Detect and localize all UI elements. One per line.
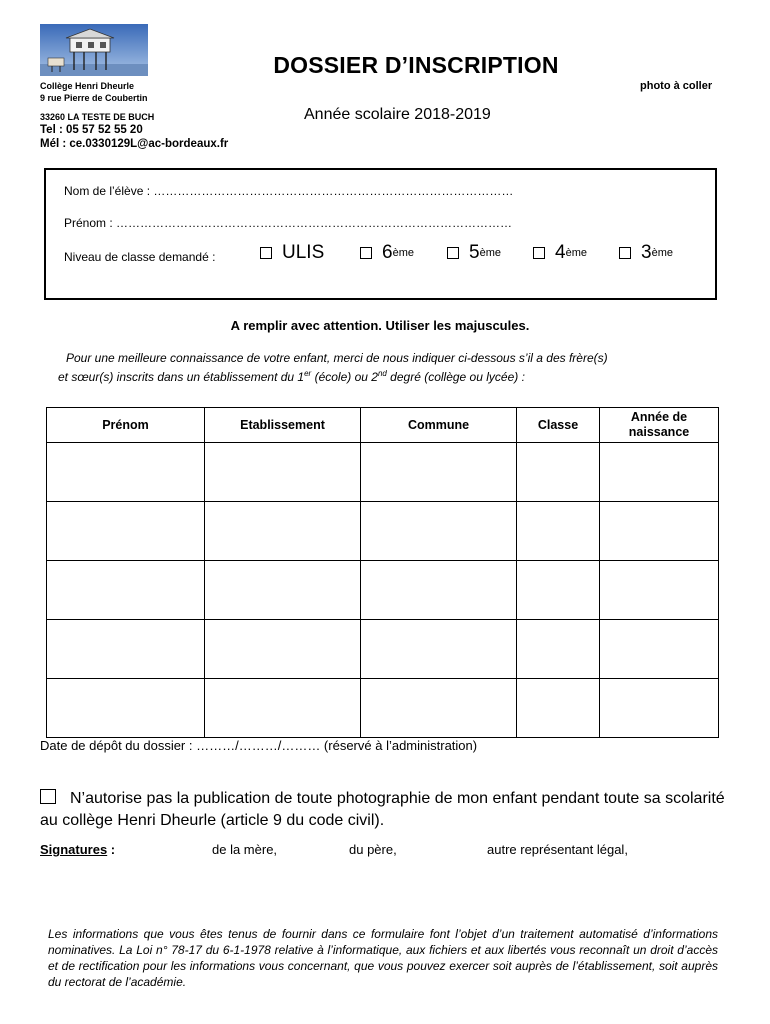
authorisation-text: N’autorise pas la publication de toute photographie de mon enfant pendant toute sa scolarité au collège Henri Dheurle (article 9 du code civil).: [40, 790, 725, 829]
option-4eme[interactable]: [533, 242, 587, 264]
photo-authorisation: [40, 788, 730, 832]
school-mail: Mél : ce.0330129L@ac-bordeaux.fr: [40, 138, 229, 150]
student-firstname-field[interactable]: Prénom : ………………………………………………………………………………………: [64, 216, 513, 230]
table-cell[interactable]: [600, 620, 719, 679]
table-header-row: [47, 408, 719, 443]
checkbox-icon[interactable]: [260, 247, 272, 259]
table-cell[interactable]: [517, 502, 600, 561]
option-ulis[interactable]: [260, 242, 324, 264]
option-label: 5: [469, 242, 480, 263]
student-name-field[interactable]: Nom de l’élève : ………………………………………………………………………………: [64, 184, 514, 198]
table-cell[interactable]: [205, 443, 361, 502]
table-cell[interactable]: [600, 679, 719, 738]
table-row: [47, 443, 719, 502]
option-label: ULIS: [282, 242, 325, 263]
checkbox-icon[interactable]: [533, 247, 545, 259]
option-sup: ème: [565, 247, 587, 259]
table-cell[interactable]: [600, 502, 719, 561]
school-tel: Tel : 05 57 52 55 20: [40, 124, 143, 136]
option-3eme[interactable]: [619, 242, 673, 264]
table-cell[interactable]: [47, 502, 205, 561]
signatures-label: [40, 842, 115, 857]
table-cell[interactable]: [361, 679, 517, 738]
table-cell[interactable]: [361, 443, 517, 502]
table-row: [47, 620, 719, 679]
intro-line-1: Pour une meilleure connaissance de votre enfant, merci de nous indiquer ci-dessous s’il a des frère(s): [66, 351, 608, 365]
page-title: DOSSIER D’INSCRIPTION: [273, 52, 559, 78]
photo-placeholder: photo à coller: [640, 80, 713, 92]
table-cell[interactable]: [517, 443, 600, 502]
table-cell[interactable]: [47, 679, 205, 738]
option-label: 3: [641, 242, 652, 263]
header-annee: Année de naissance: [600, 408, 719, 443]
intro-line-2: [58, 366, 718, 385]
signatures-colon: :: [107, 842, 116, 857]
intro-text: degré (collège ou lycée) :: [386, 370, 525, 384]
intro-text: et sœur(s) inscrits dans un établissement du 1: [58, 370, 305, 384]
table-cell[interactable]: [205, 679, 361, 738]
table-cell[interactable]: [47, 620, 205, 679]
siblings-table: [46, 407, 719, 738]
school-year: Année scolaire 2018-2019: [304, 106, 491, 123]
option-6eme[interactable]: [360, 242, 414, 264]
header-classe: Classe: [517, 408, 600, 443]
option-label: 6: [382, 242, 393, 263]
signature-other: autre représentant légal,: [487, 842, 628, 857]
school-name: Collège Henri Dheurle: [40, 81, 135, 91]
table-cell[interactable]: [361, 502, 517, 561]
signature-mother: de la mère,: [212, 842, 278, 857]
intro-text: (école) ou 2: [311, 370, 378, 384]
checkbox-icon[interactable]: [619, 247, 631, 259]
intro-sup: er: [304, 369, 312, 378]
table-cell[interactable]: [600, 561, 719, 620]
table-cell[interactable]: [205, 620, 361, 679]
attention-note: A remplir avec attention. Utiliser les majuscules.: [230, 318, 530, 333]
class-level-label: Niveau de classe demandé :: [64, 250, 216, 264]
table-cell[interactable]: [47, 443, 205, 502]
table-cell[interactable]: [205, 502, 361, 561]
table-cell[interactable]: [517, 620, 600, 679]
table-row: [47, 561, 719, 620]
table-cell[interactable]: [205, 561, 361, 620]
table-cell[interactable]: [517, 561, 600, 620]
privacy-notice: Les informations que vous êtes tenus de fournir dans ce formulaire font l’objet d’un traitement automatisé d’informations nominatives. La Loi n° 78-17 du 6-1-1978 relative à l’informatique, aux fichiers et aux libertés vous reconnaît un droit d’accès et de rectification pour les informations vous concernant, que vous pouvez exercer soit auprès de l’établissement, soit auprès du rectorat de l’académie.: [48, 927, 718, 989]
table-row: [47, 502, 719, 561]
deposit-date: Date de dépôt du dossier : ………/………/……… (réservé à l’administration): [40, 738, 478, 753]
checkbox-icon[interactable]: [40, 789, 56, 804]
table-cell[interactable]: [600, 443, 719, 502]
school-city: 33260 LA TESTE DE BUCH: [40, 112, 155, 122]
intro-sup: nd: [377, 369, 387, 378]
option-sup: ème: [651, 247, 673, 259]
siblings-intro: [58, 350, 718, 385]
header-prenom: Prénom: [47, 408, 205, 443]
header-etablissement: Etablissement: [205, 408, 361, 443]
table-cell[interactable]: [517, 679, 600, 738]
option-sup: ème: [392, 247, 414, 259]
table-cell[interactable]: [47, 561, 205, 620]
table-cell[interactable]: [361, 620, 517, 679]
checkbox-icon[interactable]: [360, 247, 372, 259]
option-sup: ème: [479, 247, 501, 259]
option-label: 4: [555, 242, 566, 263]
checkbox-icon[interactable]: [447, 247, 459, 259]
table-cell[interactable]: [361, 561, 517, 620]
table-row: [47, 679, 719, 738]
option-5eme[interactable]: [447, 242, 501, 264]
signatures-title: Signatures: [40, 842, 108, 857]
school-street: 9 rue Pierre de Coubertin: [40, 93, 148, 103]
signature-father: du père,: [349, 842, 397, 857]
header-commune: Commune: [361, 408, 517, 443]
